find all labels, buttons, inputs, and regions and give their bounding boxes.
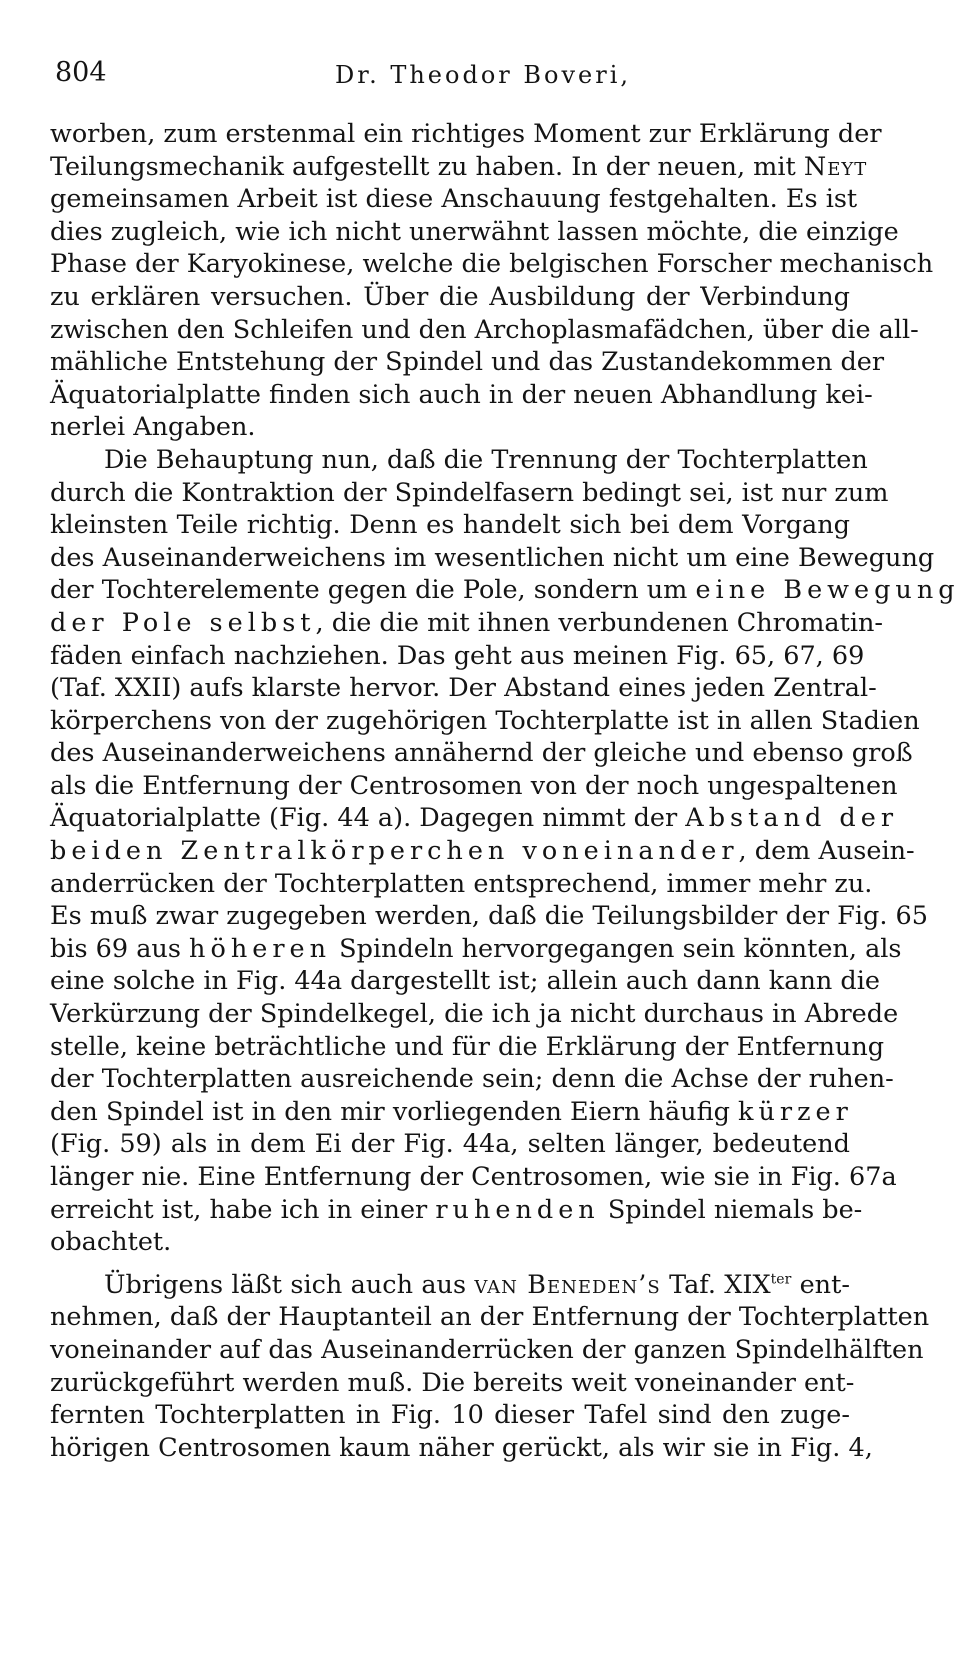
- text-line: der Tochterelemente gegen die Pole, sondern um eine Bewegung: [50, 575, 960, 606]
- spaced-emphasis: eine Bewegung: [695, 575, 960, 606]
- body-text: [50, 118, 960, 1464]
- spaced-emphasis: kürzer: [738, 1096, 853, 1127]
- text-line: zwischen den Schleifen und den Archoplasmafädchen, über die all-: [50, 314, 919, 345]
- text-line: den Spindel ist in den mir vorliegenden Eiern häufig kürzer: [50, 1096, 853, 1127]
- text-line: Äquatorialplatte (Fig. 44 a). Dagegen nimmt der Abstand der: [50, 803, 899, 834]
- text-line: Verkürzung der Spindelkegel, die ich ja nicht durchaus in Abrede: [50, 999, 899, 1030]
- text-line: Äquatorialplatte finden sich auch in der neuen Abhandlung kei-: [50, 379, 873, 410]
- spaced-emphasis: Abstand der: [685, 803, 899, 834]
- text-line: Phase der Karyokinese, welche die belgischen Forscher mechanisch: [50, 249, 934, 280]
- text-line: des Auseinanderweichens annähernd der gleiche und ebenso groß: [50, 738, 913, 769]
- text-line: fernten Tochterplatten in Fig. 10 dieser Tafel sind den zuge-: [50, 1400, 850, 1431]
- superscript-ter: ter: [770, 1271, 792, 1288]
- text-line: zurückgeführt werden muß. Die bereits weit voneinander ent-: [50, 1367, 855, 1398]
- text-line: der Pole selbst, die die mit ihnen verbundenen Chromatin-: [50, 607, 884, 638]
- running-head: Dr. Theodor Boveri,: [335, 61, 631, 89]
- text-line: obachtet.: [50, 1227, 172, 1258]
- text-line: Es muß zwar zugegeben werden, daß die Teilungsbilder der Fig. 65: [50, 901, 929, 932]
- spaced-emphasis: höheren: [189, 933, 332, 964]
- text-line: worben, zum erstenmal ein richtiges Moment zur Erklärung der: [50, 119, 882, 149]
- spaced-emphasis: der Pole selbst: [50, 607, 316, 638]
- author-name-neyt: Neyt: [803, 151, 868, 182]
- text-line: beiden Zentralkörperchen voneinander, dem Ausein-: [50, 836, 915, 867]
- text-line: der Tochterplatten ausreichende sein; denn die Achse der ruhen-: [50, 1064, 894, 1095]
- page-header: [55, 57, 885, 97]
- text-line: nehmen, daß der Hauptanteil an der Entfernung der Tochterplatten: [50, 1302, 930, 1333]
- text-line: erreicht ist, habe ich in einer ruhenden Spindel niemals be-: [50, 1194, 863, 1225]
- text-line: fäden einfach nachziehen. Das geht aus meinen Fig. 65, 67, 69: [50, 640, 865, 671]
- text-line: mähliche Entstehung der Spindel und das Zustandekommen der: [50, 347, 885, 378]
- text-line: kleinsten Teile richtig. Denn es handelt sich bei dem Vorgang: [50, 510, 850, 541]
- text-line: als die Entfernung der Centrosomen von der noch ungespaltenen: [50, 770, 898, 801]
- text-line: des Auseinanderweichens im wesentlichen nicht um eine Bewegung: [50, 542, 935, 573]
- text-line: (Taf. XXII) aufs klarste hervor. Der Abstand eines jeden Zentral-: [50, 673, 877, 704]
- text-line: stelle, keine beträchtliche und für die Erklärung der Entfernung: [50, 1031, 885, 1062]
- text-line: Teilungsmechanik aufgestellt zu haben. In der neuen, mit Neyt: [50, 151, 868, 182]
- spaced-emphasis: beiden Zentralkörperchen voneinander: [50, 836, 739, 867]
- text-line: anderrücken der Tochterplatten entsprechend, immer mehr zu.: [50, 868, 873, 899]
- text-line: voneinander auf das Auseinanderrücken der ganzen Spindelhälften: [50, 1334, 924, 1365]
- text-line: eine solche in Fig. 44a dargestellt ist; allein auch dann kann die: [50, 966, 880, 997]
- text-line: Die Behauptung nun, daß die Trennung der Tochterplatten: [104, 444, 868, 475]
- text-line: dies zugleich, wie ich nicht unerwähnt lassen möchte, die einzige: [50, 216, 899, 247]
- text-line: (Fig. 59) als in dem Ei der Fig. 44a, selten länger, bedeutend: [50, 1129, 850, 1160]
- spaced-emphasis: ruhenden: [435, 1194, 600, 1225]
- text-line: gemeinsamen Arbeit ist diese Anschauung festgehalten. Es ist: [50, 184, 858, 215]
- text-line: Übrigens läßt sich auch aus van Beneden’s Taf. $XIX^{ter}$ ent-: [104, 1269, 850, 1300]
- text-line: körperchens von der zugehörigen Tochterplatte ist in allen Stadien: [50, 705, 920, 736]
- text-line: durch die Kontraktion der Spindelfasern bedingt sei, ist nur zum: [50, 477, 889, 508]
- page-number: 804: [55, 57, 107, 88]
- text-line: nerlei Angaben.: [50, 412, 256, 443]
- author-name-van-beneden: van Beneden’s: [474, 1269, 661, 1300]
- text-line: hörigen Centrosomen kaum näher gerückt, als wir sie in Fig. 4,: [50, 1432, 873, 1463]
- text-line: zu erklären versuchen. Über die Ausbildung der Verbindung: [50, 281, 850, 312]
- text-line: bis 69 aus höheren Spindeln hervorgegangen sein könnten, als: [50, 933, 902, 964]
- text-line: länger nie. Eine Entfernung der Centrosomen, wie sie in Fig. 67a: [50, 1162, 897, 1192]
